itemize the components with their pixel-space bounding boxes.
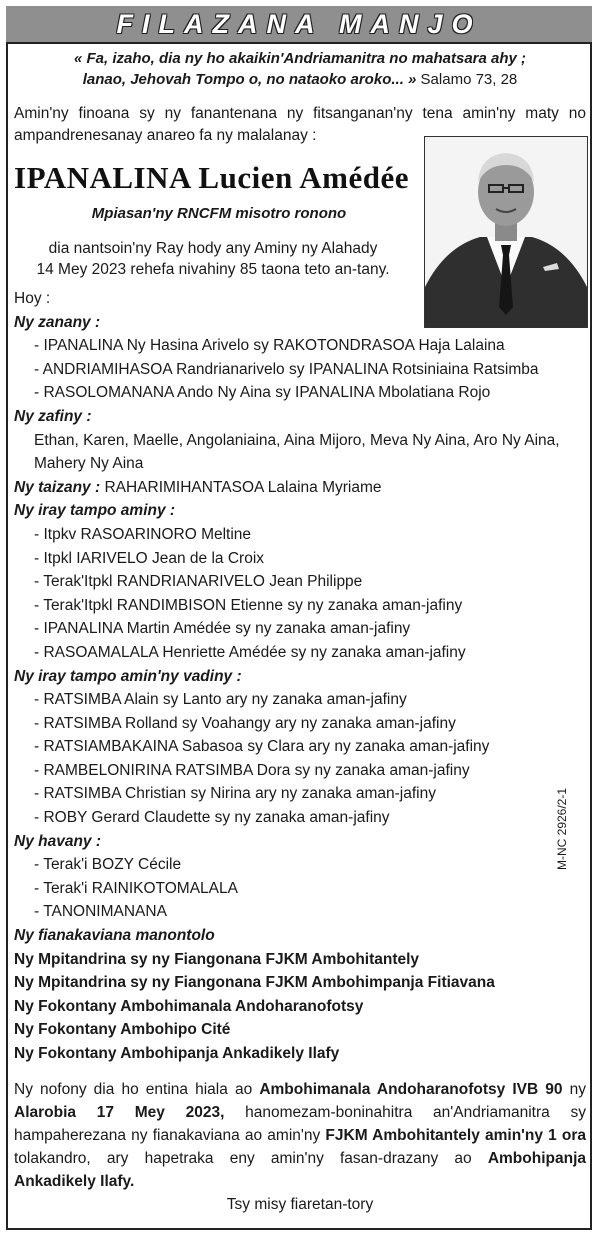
funeral-text-2: ny [562, 1081, 586, 1098]
funeral-place: Ambohimanala Andoharanofotsy IVB 90 [259, 1081, 563, 1098]
family-list [14, 287, 589, 1066]
list-item: - Terak'Itpkl RANDRIANARIVELO Jean Philippe [34, 573, 363, 591]
list-item: - IPANALINA Martin Amédée sy ny zanaka aman-jafiny [34, 620, 411, 638]
fianakaviana-label: Ny fianakaviana manontolo [14, 927, 215, 945]
organization-item: Ny Mpitandrina sy ny Fiangonana FJKM Ambohitantely [14, 950, 420, 968]
death-announcement [14, 238, 412, 280]
list-item: - ROBY Gerard Claudette sy ny zanaka aman-jafiny [34, 809, 390, 827]
list-item: - Itpkl IARIVELO Jean de la Croix [34, 549, 265, 567]
organization-item: Ny Fokontany Ambohipanja Ankadikely Ilafy [14, 1045, 340, 1062]
funeral-details [14, 1078, 586, 1193]
quote-line-2: lanao, Jehovah Tompo o, no nataoko aroko... » [82, 71, 417, 88]
deceased-name: IPANALINA Lucien Amédée [14, 160, 409, 195]
banner-title: FILAZANA MANJO [116, 8, 482, 39]
bible-quote [14, 48, 586, 90]
death-line-2: 14 Mey 2023 rehefa nivahiny 85 taona teto an-tany. [36, 261, 390, 278]
organization-item: Ny Mpitandrina sy ny Fiangonana FJKM Ambohimpanja Fitiavana [14, 974, 495, 992]
list-item: - IPANALINA Ny Hasina Arivelo sy RAKOTONDRASOA Haja Lalaina [34, 337, 505, 355]
list-item: - RASOAMALALA Henriette Amédée sy ny zanaka aman-jafiny [34, 643, 466, 661]
hoy-label: Hoy : [14, 290, 51, 307]
organization-item: Ny Fokontany Ambohipo Cité [14, 1021, 231, 1039]
list-item: - RATSIAMBAKAINA Sabasoa sy Clara ary ny zanaka aman-jafiny [34, 738, 490, 756]
zafiny-text: Ethan, Karen, Maelle, Angolaniaina, Aina Mijoro, Meva Ny Aina, Aro Ny Aina, Mahery Ny Aina [34, 431, 560, 473]
organization-item: Ny Fokontany Ambohimanala Andoharanofotsy [14, 997, 364, 1015]
havany-label: Ny havany : [14, 832, 102, 850]
funeral-text-3: hanomezam-boninahitra an'Andriamanitra sy hampaherezana ny fianakaviana ao amin'ny [14, 1104, 586, 1144]
list-item: - RAMBELONIRINA RATSIMBA Dora sy ny zanaka aman-jafiny [34, 761, 470, 779]
reference-code: M-NC 2926/2-1 [555, 787, 569, 870]
death-line-1: dia nantsoin'ny Ray hody any Aminy ny Alahady [48, 240, 378, 257]
funeral-church-time: FJKM Ambohitantely amin'ny 1 ora [325, 1127, 586, 1144]
taizany-text: RAHARIMIHANTASOA Lalaina Myriame [104, 478, 382, 496]
deceased-title: Mpiasan'ny RNCFM misotro ronono [91, 205, 347, 222]
list-item: - Terak'Itpkl RANDIMBISON Etienne sy ny zanaka aman-jafiny [34, 596, 463, 614]
taizany-label: Ny taizany : [14, 478, 101, 496]
iray-tampo-aminy-label: Ny iray tampo aminy : [14, 502, 176, 520]
funeral-text-4: tolakandro, ary hapetraka eny amin'ny fasan-drazany ao [14, 1150, 488, 1167]
list-item: - RATSIMBA Christian sy Nirina ary ny zanaka aman-jafiny [34, 785, 436, 803]
banner [6, 6, 592, 44]
burial-place: Ambohipanja Ankadikely Ilafy. [14, 1150, 586, 1190]
list-item: - Terak'i BOZY Cécile [34, 856, 182, 874]
list-item: - Terak'i RAINIKOTOMALALA [34, 879, 238, 897]
list-item: - RATSIMBA Alain sy Lanto ary ny zanaka aman-jafiny [34, 691, 407, 709]
funeral-date: Alarobia 17 Mey 2023, [14, 1104, 225, 1121]
list-item: - RASOLOMANANA Ando Ny Aina sy IPANALINA Mbolatiana Rojo [34, 384, 491, 402]
funeral-text-1: Ny nofony dia ho entina hiala ao [14, 1081, 260, 1098]
iray-tampo-vadiny-label: Ny iray tampo amin'ny vadiny : [14, 667, 242, 685]
list-item: - Itpkv RASOARINORO Meltine [34, 525, 252, 543]
closing-line: Tsy misy fiaretan-tory [226, 1196, 374, 1213]
quote-source: Salamo 73, 28 [420, 71, 518, 88]
list-item: - TANONIMANANA [34, 903, 167, 921]
zanany-label: Ny zanany : [14, 313, 101, 331]
intro-text: Amin'ny finoana sy ny fanantenana ny fitsanganan'ny tena amin'ny maty no ampandrenesanay anareo fa ny malalanay : [14, 105, 586, 144]
list-item: - ANDRIAMIHASOA Randrianarivelo sy IPANALINA Rotsiniaina Ratsimba [34, 360, 539, 378]
list-item: - RATSIMBA Rolland sy Voahangy ary ny zanaka aman-jafiny [34, 714, 456, 732]
zafiny-label: Ny zafiny : [14, 407, 92, 425]
quote-line-1: « Fa, izaho, dia ny ho akaikin'Andriamanitra no mahatsara ahy ; [73, 50, 527, 67]
